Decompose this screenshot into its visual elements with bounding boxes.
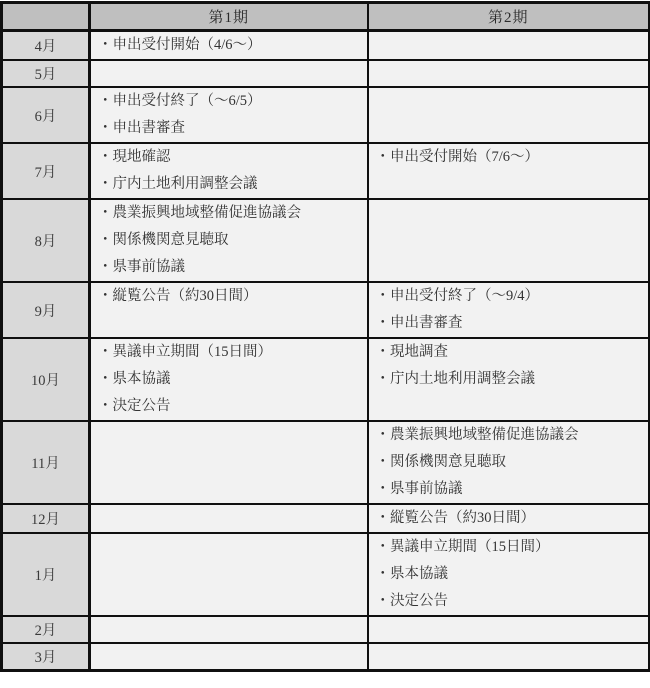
- schedule-item: ・現地確認: [98, 149, 171, 165]
- period2-cell: [368, 199, 650, 282]
- period2-cell: [368, 282, 650, 338]
- month-label: 10月: [2, 338, 90, 421]
- period1-cell: [90, 504, 368, 533]
- period1-cell: [90, 60, 368, 87]
- period2-cell: [368, 338, 650, 421]
- schedule-item: ・決定公告: [375, 593, 448, 609]
- schedule-item: ・農業振興地域整備促進協議会: [375, 427, 579, 443]
- schedule-item: ・異議申立期間（15日間）: [98, 344, 272, 360]
- schedule-item: ・申出書審査: [375, 315, 463, 331]
- period2-cell: [368, 421, 650, 504]
- period1-cell: [90, 143, 368, 199]
- month-label: 12月: [2, 504, 90, 533]
- month-label: 5月: [2, 60, 90, 87]
- period2-cell: [368, 87, 650, 143]
- period1-cell: [90, 533, 368, 616]
- month-label: 8月: [2, 199, 90, 282]
- schedule-item: ・申出書審査: [98, 120, 185, 136]
- table-row: [2, 282, 650, 338]
- month-label: 4月: [2, 31, 90, 61]
- schedule-item: ・縦覧公告（約30日間）: [98, 288, 258, 304]
- month-label: 11月: [2, 421, 90, 504]
- schedule-item: ・異議申立期間（15日間）: [375, 539, 550, 555]
- table-row: [2, 31, 650, 61]
- period1-cell: [90, 338, 368, 421]
- schedule-item: ・申出受付終了（～9/4）: [375, 288, 540, 304]
- table-row: [2, 87, 650, 143]
- period2-cell: [368, 533, 650, 616]
- table-row: [2, 421, 650, 504]
- period2-cell: [368, 643, 650, 670]
- header-period2: 第2期: [368, 3, 650, 31]
- month-label: 3月: [2, 643, 90, 670]
- table-row: [2, 338, 650, 421]
- schedule-item: ・申出受付開始（7/6～）: [375, 149, 540, 165]
- schedule-item: ・庁内土地利用調整会議: [98, 176, 258, 192]
- schedule-item: ・農業振興地域整備促進協議会: [98, 205, 301, 221]
- period2-cell: [368, 504, 650, 533]
- period2-cell: [368, 143, 650, 199]
- schedule-item: ・関係機関意見聴取: [98, 232, 229, 248]
- period1-cell: [90, 643, 368, 670]
- period1-cell: [90, 31, 368, 61]
- header-row: [2, 3, 650, 31]
- table-row: [2, 616, 650, 643]
- period1-cell: [90, 199, 368, 282]
- schedule-item: ・申出受付開始（4/6～）: [98, 37, 262, 53]
- month-label: 2月: [2, 616, 90, 643]
- schedule-item: ・県事前協議: [98, 259, 185, 275]
- period2-cell: [368, 616, 650, 643]
- month-label: 6月: [2, 87, 90, 143]
- table-row: [2, 143, 650, 199]
- period1-cell: [90, 421, 368, 504]
- schedule-item: ・申出受付終了（～6/5）: [98, 93, 262, 109]
- period1-cell: [90, 282, 368, 338]
- month-label: 7月: [2, 143, 90, 199]
- table-row: [2, 643, 650, 670]
- period2-cell: [368, 31, 650, 61]
- schedule-item: ・県本協議: [98, 371, 171, 387]
- header-period1: 第1期: [90, 3, 368, 31]
- schedule-item: ・決定公告: [98, 398, 171, 414]
- period1-cell: [90, 616, 368, 643]
- period2-cell: [368, 60, 650, 87]
- schedule-item: ・庁内土地利用調整会議: [375, 371, 535, 387]
- schedule-body: [2, 31, 650, 671]
- schedule-item: ・県事前協議: [375, 481, 463, 497]
- month-label: 9月: [2, 282, 90, 338]
- table-row: [2, 60, 650, 87]
- schedule-table: [0, 1, 650, 672]
- month-label: 1月: [2, 533, 90, 616]
- table-row: [2, 504, 650, 533]
- schedule-item: ・関係機関意見聴取: [375, 454, 506, 470]
- period1-cell: [90, 87, 368, 143]
- corner-cell: [2, 3, 90, 31]
- table-row: [2, 533, 650, 616]
- schedule-item: ・縦覧公告（約30日間）: [375, 510, 535, 526]
- schedule-item: ・現地調査: [375, 344, 448, 360]
- table-row: [2, 199, 650, 282]
- schedule-item: ・県本協議: [375, 566, 448, 582]
